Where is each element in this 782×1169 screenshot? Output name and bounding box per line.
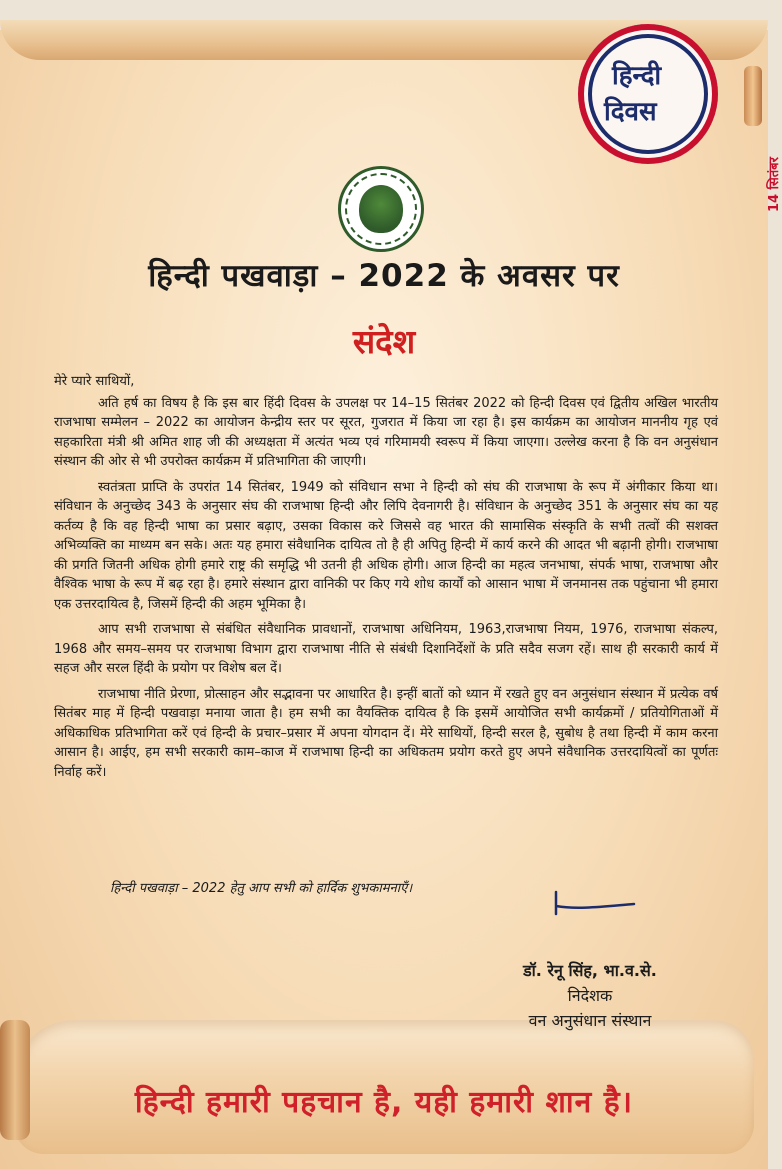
paragraph-4: राजभाषा नीति प्रेरणा, प्रोत्साहन और सद्भावना पर आधारित है। इन्हीं बातों को ध्यान में रखते हुए वन अनुसंधान संस्थान में प्रत्येक वर्ष सितंबर माह में हिन्दी पखवाड़ा मनाया जाता है। हम सभी का वैयक्तिक दायित्व है कि इसमें आयोजित सभी कार्यक्रमों / प्रतियोगिताओं में अधिकाधिक प्रतिभागिता करें एवं हिन्दी के प्रचार–प्रसार में अपना योगदान दें। मेरे साथियों, हिन्दी सरल है, सुबोध है तथा हिन्दी में काम करना आसान है। आईए, हम सभी सरकारी काम–काज में राजभाषा हिन्दी का अधिकतम प्रयोग करते हुए अपने संवैधानिक उत्तरदायित्वों का पूर्णतः निर्वाह करें। <box>54 686 718 780</box>
signatory-organization: वन अनुसंधान संस्थान <box>528 1011 652 1030</box>
signature-icon <box>548 888 638 922</box>
signatory-designation: निदेशक <box>567 986 613 1005</box>
message-body <box>54 372 718 788</box>
greeting: मेरे प्यारे साथियों, <box>54 374 135 389</box>
paragraph-2: स्वतंत्रता प्राप्ति के उपरांत 14 सितंबर, 1949 को संविधान सभा ने हिन्दी को संघ की राजभाषा के रूप में अंगीकार किया था। संविधान के अनुच्छेद 343 के अनुसार संघ की राजभाषा हिन्दी और लिपि देवनागरी है। संविधान के अनुच्छेद 351 के अनुसार संघ का यह कर्तव्य है कि वह हिन्दी भाषा का प्रसार बढ़ाए, उसका विकास करे जिससे वह भारत की सामासिक संस्कृति के सभी तत्वों की सशक्त अभिव्यक्ति का माध्यम बन सके। अतः यह हमारा संवैधानिक दायित्व तो है ही अपितु हिन्दी में कार्य करने की आदत भी बढ़ानी होगी। राजभाषा की प्रगति जितनी अधिक होगी हमारे राष्ट्र की समृद्धि भी उतनी ही अधिक होगी। आज हिन्दी का महत्व जनभाषा, संपर्क भाषा, राजभाषा और वैश्विक भाषा के रूप में बढ़ रहा है। हमारे संस्थान द्वारा वानिकी पर किए गये शोध कार्यों को आसान भाषा में जनमानस तक पहुंचाना भी हमारा एक उत्तरदायित्व है, जिसमें हिन्दी की अहम भूमिका है। <box>54 479 718 612</box>
institute-emblem-icon <box>338 166 424 252</box>
page-subtitle: संदेश <box>352 322 416 361</box>
paragraph-3: आप सभी राजभाषा से संबंधित संवैधानिक प्रावधानों, राजभाषा अधिनियम, 1963,राजभाषा नियम, 1976, राजभाषा संकल्प, 1968 और समय–समय पर राजभाषा विभाग द्वारा राजभाषा नीति से संबंधी दिशानिर्देशों के प्रति सदैव सजग रहें। साथ ही सरकारी कार्य में सहज और सरल हिंदी के प्रयोग पर विशेष बल दें। <box>54 622 718 676</box>
hindi-diwas-badge <box>578 24 782 212</box>
badge-line2: दिवस <box>604 97 657 127</box>
signatory-block <box>470 958 710 1033</box>
paragraph-1: अति हर्ष का विषय है कि इस बार हिंदी दिवस के उपलक्ष पर 14–15 सितंबर 2022 को हिन्दी दिवस एवं द्वितीय अखिल भारतीय राजभाषा सम्मेलन – 2022 का आयोजन केन्द्रीय स्तर पर सूरत, गुजरात में किया जा रहा है। इस कार्यक्रम का आयोजन माननीय गृह एवं सहकारिता मंत्री श्री अमित शाह जी की अध्यक्षता में अत्यंत भव्य एवं गरिमामयी स्वरूप में किया जाएगा। उल्लेख करना है कि वन अनुसंधान संस्थान की ओर से भी उपरोक्त कार्यक्रम में प्रतिभागिता की जाएगी। <box>54 395 718 469</box>
slogan: हिन्दी हमारी पहचान है, यही हमारी शान है। <box>134 1085 634 1120</box>
scroll-rod-right <box>744 66 762 126</box>
signatory-name: डॉ. रेनू सिंह, भा.व.से. <box>523 961 657 980</box>
badge-date: 14 सितंबर <box>767 157 782 212</box>
page-title: हिन्दी पखवाड़ा – 2022 के अवसर पर <box>148 258 620 294</box>
badge-line1: हिन्दी <box>612 61 662 91</box>
pinecone-icon <box>359 185 403 233</box>
closing-wishes: हिन्दी पखवाड़ा – 2022 हेतु आप सभी को हार्दिक शुभकामनाएँ। <box>110 881 413 896</box>
